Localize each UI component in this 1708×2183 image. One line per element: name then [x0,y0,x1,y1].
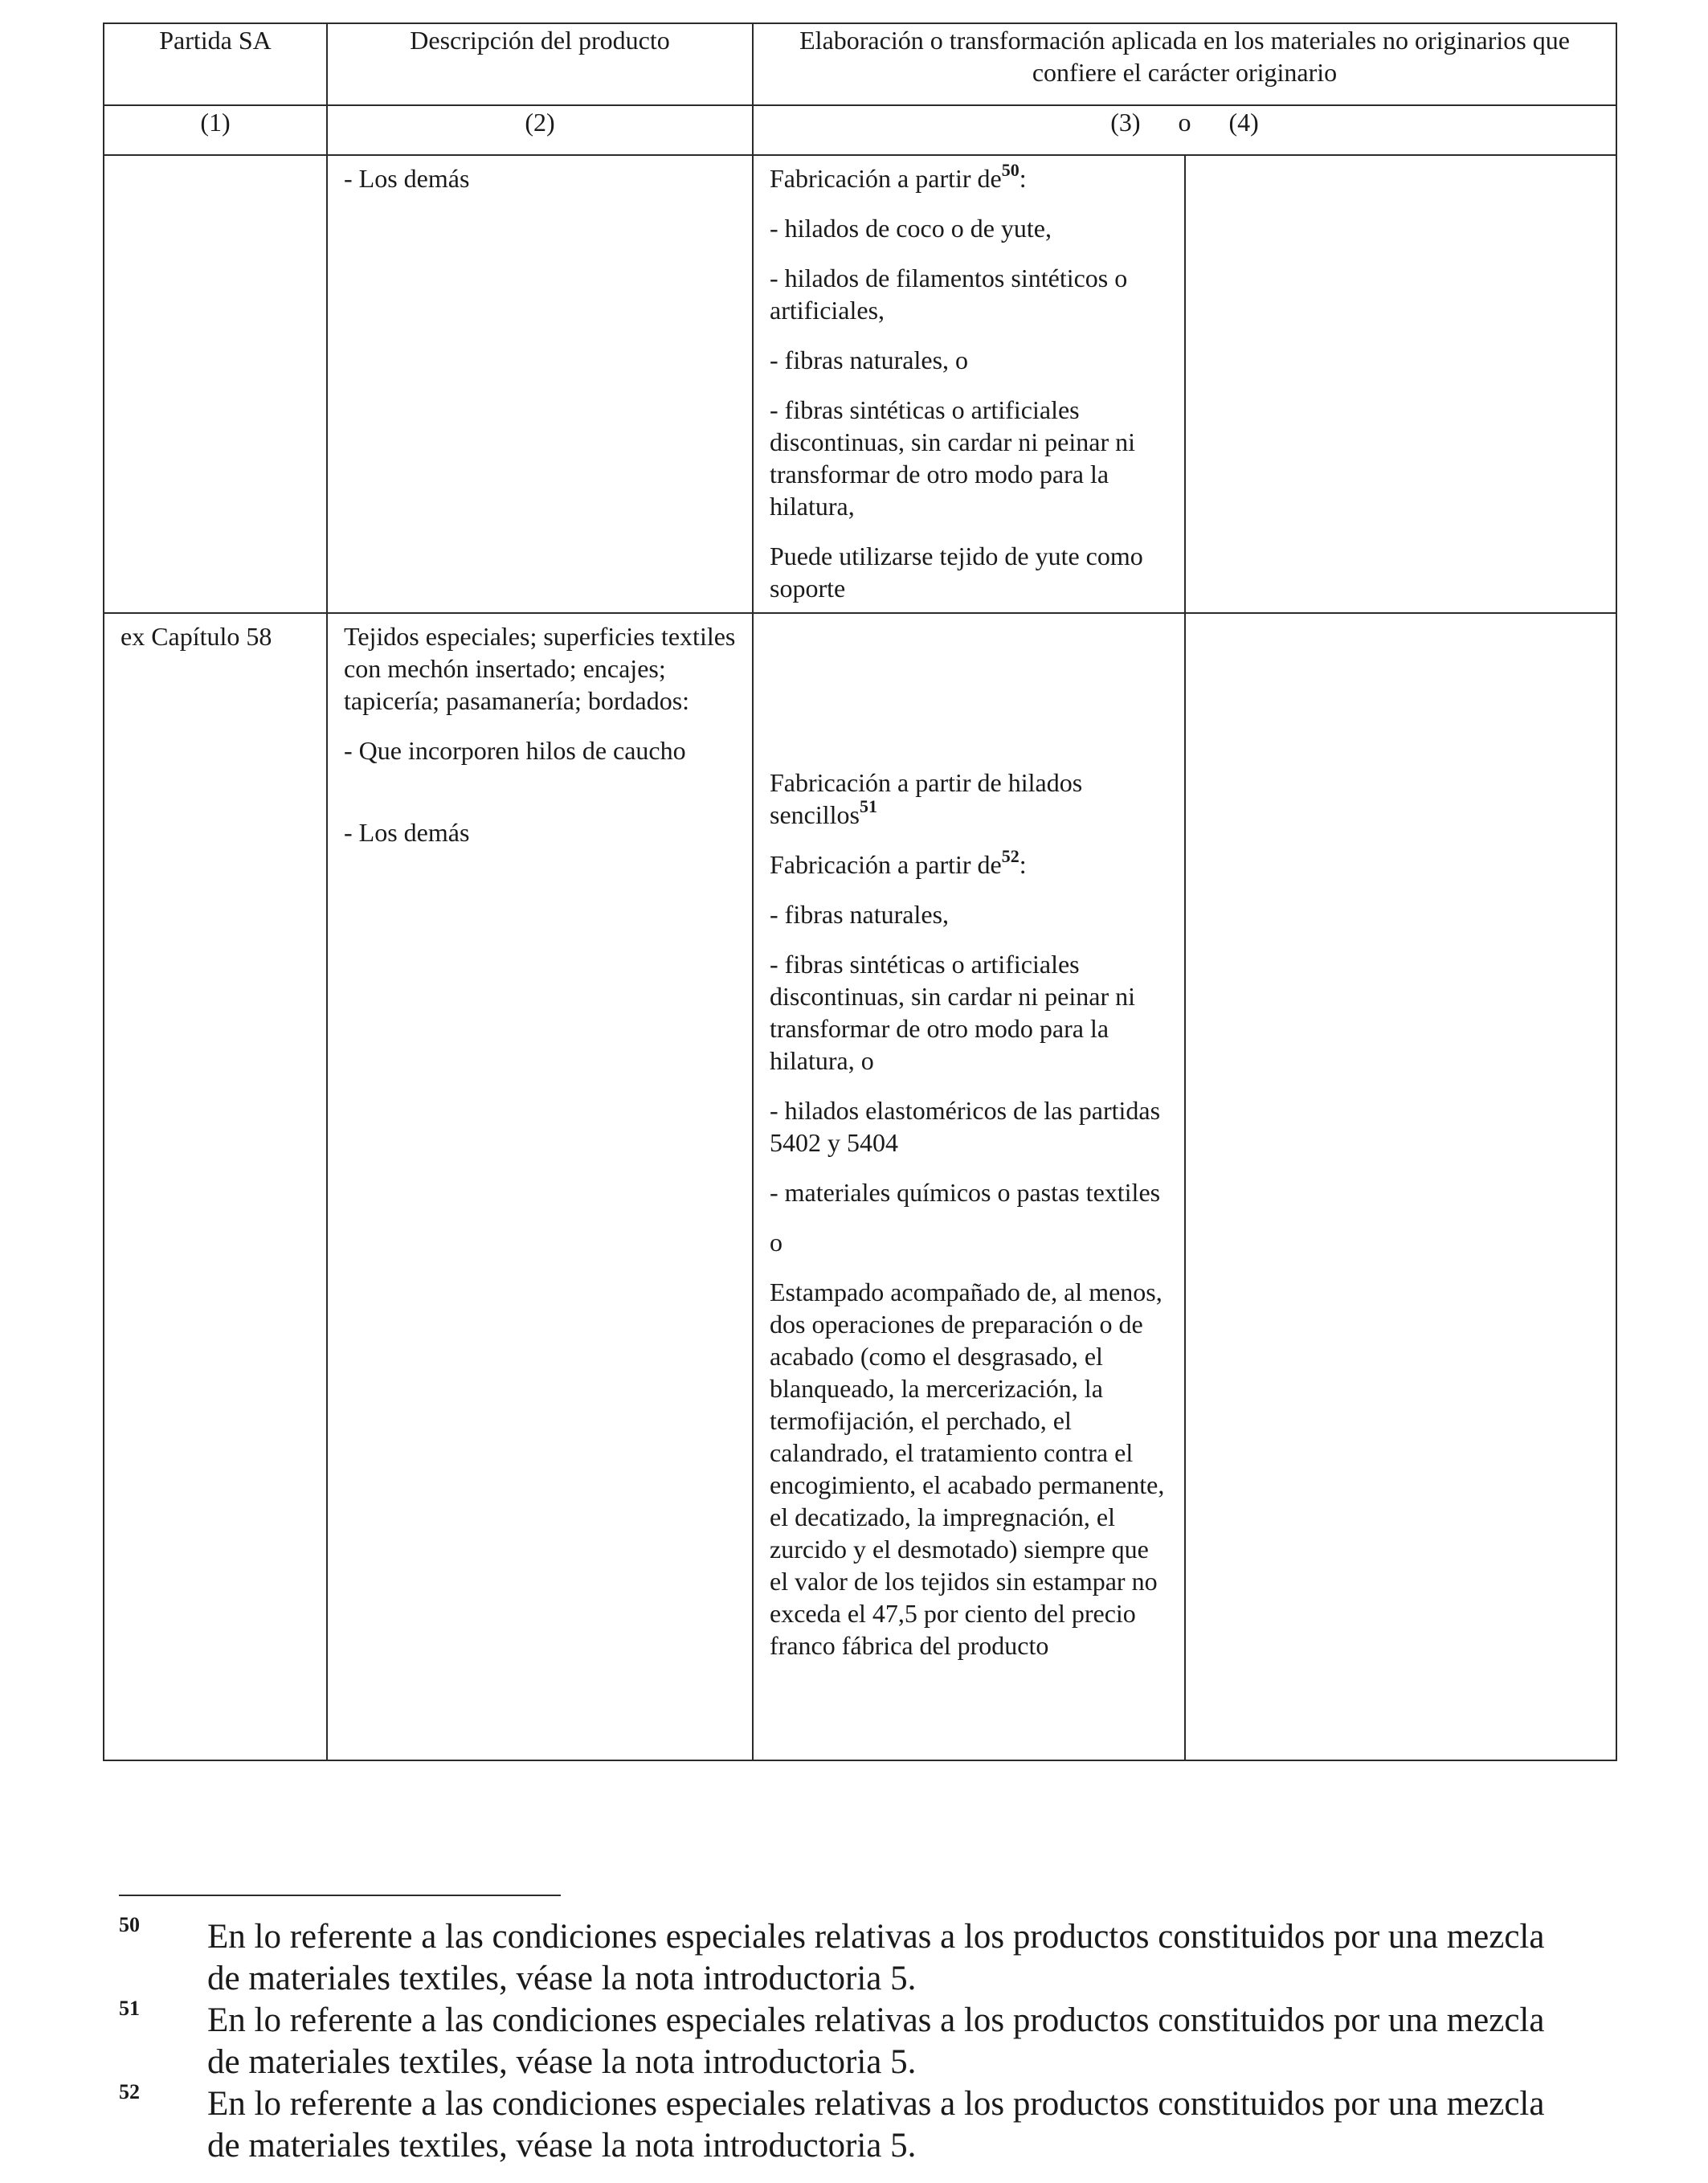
header-elaboracion: Elaboración o transformación aplicada en los materiales no originarios que confiere el carácter originario [753,23,1616,105]
description-sub-item: - Los demás [344,818,470,847]
rule-item: - materiales químicos o pastas textiles [770,1178,1161,1207]
description-sub-item: - Que incorporen hilos de caucho [344,736,686,765]
footnote [119,2080,1565,2167]
rule-item: - hilados de filamentos sintéticos o artificiales, [770,264,1128,325]
column-number-4: (4) [1228,108,1259,137]
rule-item: - fibras sintéticas o artificiales discontinuas, sin cardar ni peinar ni transformar de otro modo para la hilatura, o [770,950,1135,1075]
footnote-ref[interactable]: 51 [859,796,877,816]
header-row [104,23,1616,105]
partida-cell [104,613,327,1760]
origin-rules-table [103,22,1617,1761]
column-number-1: (1) [104,105,327,155]
footnote-text: En lo referente a las condiciones especiales relativas a los productos constituidos por una mezcla de materiales textiles, véase la nota introductoria 5. [207,1918,1545,1997]
column-number-3: (3) [1110,108,1141,137]
footnote-text: En lo referente a las condiciones especiales relativas a los productos constituidos por una mezcla de materiales textiles, véase la nota introductoria 5. [207,2001,1545,2081]
footnote [119,1913,1565,2000]
rule-lead: Fabricación a partir $de^{52}$: [770,846,1027,879]
rule-note: Puede utilizarse tejido de yute como soporte [770,542,1143,603]
rule-item: - hilados elastoméricos de las partidas 5402 y 5404 [770,1096,1161,1157]
column-number-3-4 [753,105,1616,155]
footnote-number: 52 [119,2080,140,2103]
footnote [119,1997,1565,2083]
rule-item: Estampado acompañado de, al menos, dos operaciones de preparación o de acabado (como el desgrasado, el blanqueado, la mercerización, la termofijación, el perchado, el calandrado, el tratamiento contra el encogimiento, el acabado permanente, el decatizado, la impregnación, el zurcido y el desmotado) siempre que el valor de los tejidos sin estampar no exceda el 47,5 por ciento del precio franco fábrica del producto [770,1278,1165,1660]
header-descripcion: Descripción del producto [327,23,753,105]
table-row [104,613,1616,1760]
footnote-number: 50 [119,1913,140,1936]
description-text: Tejidos especiales; superficies textiles con mechón insertado; encajes; tapicería; pasamanería; bordados: [344,622,736,715]
header-partida-sa: Partida SA [104,23,327,105]
description-cell [327,155,753,613]
rule-or: o [770,1228,782,1257]
footnotes [119,1913,1565,2167]
column-number-2: (2) [327,105,753,155]
alternative-rule-cell [1185,155,1616,613]
column-or-separator: o [1178,108,1191,137]
alternative-rule-cell [1185,613,1616,1760]
column-number-row [104,105,1616,155]
partida-cell [104,155,327,613]
description-text: - Los demás [344,164,470,193]
rule-lead: Fabricación a partir de hilados sencillos$^{51}$ [770,768,1083,829]
rule-item: - fibras sintéticas o artificiales discontinuas, sin cardar ni peinar ni transformar de otro modo para la hilatura, [770,395,1135,521]
footnote-ref[interactable]: 52 [1001,846,1019,866]
rule-item: - fibras naturales, o [770,345,969,374]
description-cell [327,613,753,1760]
footnote-number: 51 [119,1997,140,2020]
footnote-separator [119,1895,561,1896]
footnote-text: En lo referente a las condiciones especiales relativas a los productos constituidos por una mezcla de materiales textiles, véase la nota introductoria 5. [207,2085,1545,2165]
rule-lead: Fabricación a partir $de^{50}$: [770,160,1027,193]
rule-item: - fibras naturales, [770,900,950,929]
rule-cell [753,613,1185,1760]
rule-cell [753,155,1185,613]
partida-text: ex Capítulo 58 [121,622,272,651]
rule-item: - hilados de coco o de yute, [770,214,1052,243]
table-row [104,155,1616,613]
footnote-ref[interactable]: 50 [1001,160,1019,180]
